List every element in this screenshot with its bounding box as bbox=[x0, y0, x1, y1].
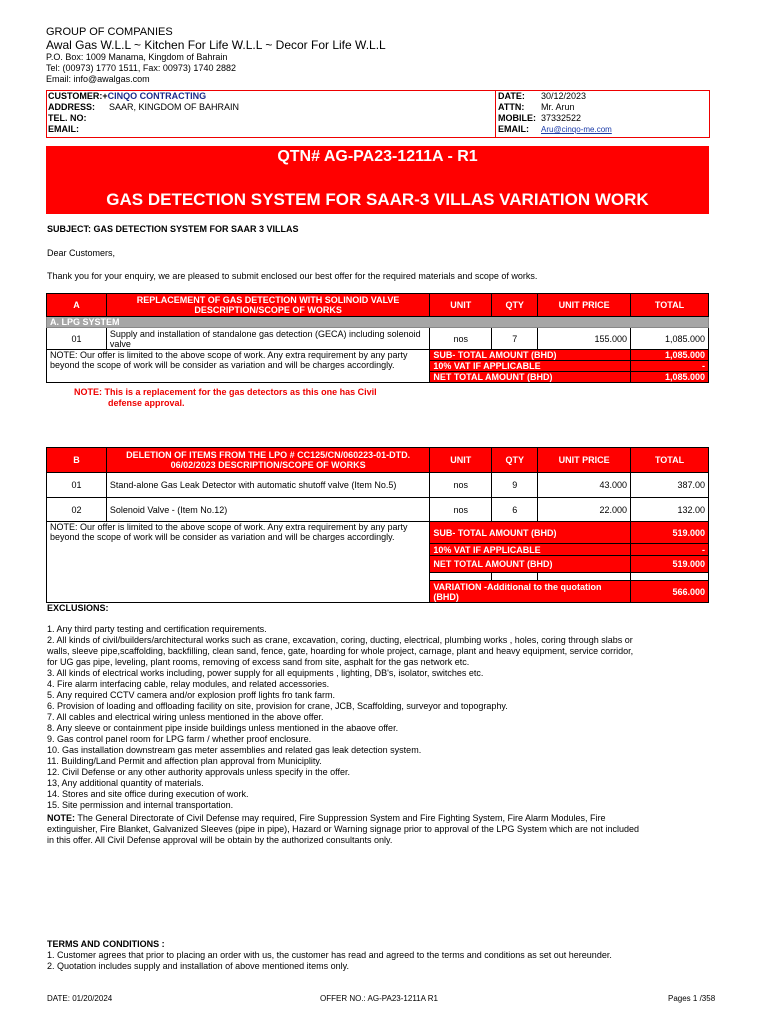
table-a-price-header: UNIT PRICE bbox=[538, 294, 631, 317]
mobile-label: MOBILE: bbox=[498, 113, 536, 123]
red-note-line2: defense approval. bbox=[108, 398, 185, 408]
vat-label: 10% VAT IF APPLICABLE bbox=[430, 361, 631, 372]
exclusion-item: 5. Any required CCTV camera and/or explosion proff lights fro tank farm. bbox=[47, 690, 335, 700]
title-banner bbox=[46, 146, 709, 214]
civil-defense-note bbox=[47, 813, 717, 846]
exclusion-item: 9. Gas control panel room for LPG farm / whether proof enclosure. bbox=[47, 734, 312, 744]
table-b-total-header: TOTAL bbox=[631, 448, 709, 473]
vat-label: 10% VAT IF APPLICABLE bbox=[430, 544, 631, 556]
vat-value: - bbox=[631, 361, 709, 372]
row-total: 387.00 bbox=[631, 473, 709, 498]
terms-item: 2. Quotation includes supply and installation of above mentioned items only. bbox=[47, 961, 350, 971]
table-a-note: NOTE: Our offer is limited to the above scope of work. Any extra requirement by any party beyond the scope of work will be consider as variation and will be charges accordingly. bbox=[47, 350, 430, 383]
companies-line: Awal Gas W.L.L ~ Kitchen For Life W.L.L ~ Decor For Life W.L.L bbox=[46, 38, 386, 52]
row-desc: Stand-alone Gas Leak Detector with automatic shutoff valve (Item No.5) bbox=[106, 473, 429, 498]
row-qty: 6 bbox=[492, 498, 538, 522]
subtotal-label: SUB- TOTAL AMOUNT (BHD) bbox=[430, 350, 631, 361]
date-label: DATE: bbox=[498, 91, 525, 101]
row-price: 43.000 bbox=[538, 473, 631, 498]
net-total-value: 519.000 bbox=[631, 556, 709, 573]
date-value: 30/12/2023 bbox=[541, 91, 587, 101]
email-label: EMAIL: bbox=[48, 124, 79, 134]
spacer-cell bbox=[430, 573, 492, 581]
row-no: 01 bbox=[47, 328, 107, 350]
quotation-title: GAS DETECTION SYSTEM FOR SAAR-3 VILLAS VARIATION WORK bbox=[106, 190, 649, 209]
customer-info-box bbox=[46, 90, 710, 138]
subtotal-value: 519.000 bbox=[631, 522, 709, 544]
email2-label: EMAIL: bbox=[498, 124, 529, 134]
footer-page-text: Pages 1 /358 bbox=[668, 994, 716, 1003]
row-no: 01 bbox=[47, 473, 107, 498]
net-total-label: NET TOTAL AMOUNT (BHD) bbox=[430, 556, 631, 573]
exclusion-item: 7. All cables and electrical wiring unless mentioned in the above offer. bbox=[47, 712, 324, 722]
attn-value: Mr. Arun bbox=[541, 102, 575, 112]
terms-title: TERMS AND CONDITIONS : bbox=[47, 939, 165, 949]
mobile-value: 37332522 bbox=[541, 113, 582, 123]
table-b-desc-header: DELETION OF ITEMS FROM THE LPO # CC125/CN/060223-01-DTD. 06/02/2023 DESCRIPTION/SCOPE OF WORKS bbox=[106, 448, 429, 473]
spacer-cell bbox=[631, 573, 709, 581]
exclusion-item: 6. Provision of loading and offloading facility on site, provision for crane, JCB, Scaffolding, surveyor and topography. bbox=[47, 701, 508, 711]
attn-label: ATTN: bbox=[498, 102, 525, 112]
subtotal-value: 1,085.000 bbox=[631, 350, 709, 361]
variation-value: 566.000 bbox=[631, 581, 709, 603]
table-a-total-header: TOTAL bbox=[631, 294, 709, 317]
company-header bbox=[46, 26, 386, 85]
row-price: 155.000 bbox=[538, 328, 631, 350]
variation-label: VARIATION -Additional to the quotation (BHD) bbox=[430, 581, 631, 603]
row-desc: Supply and installation of standalone gas detection (GECA) including solenoid valve bbox=[106, 328, 429, 350]
exclusion-item: 14. Stores and site office during execution of work. bbox=[47, 789, 249, 799]
table-b-qty-header: QTY bbox=[492, 448, 538, 473]
row-qty: 9 bbox=[492, 473, 538, 498]
table-a-qty-header: QTY bbox=[492, 294, 538, 317]
exclusions-title: EXCLUSIONS: bbox=[47, 603, 109, 613]
terms-list bbox=[47, 950, 717, 972]
po-box: P.O. Box: 1009 Manama, Kingdom of Bahrain bbox=[46, 52, 228, 62]
tel-fax: Tel: (00973) 1770 1511, Fax: 00973) 1740 2882 bbox=[46, 63, 236, 73]
table-b-note: NOTE: Our offer is limited to the above scope of work. Any extra requirement by any party beyond the scope of work will be consider as variation and will be charges accordingly. bbox=[47, 522, 430, 603]
address-label: ADDRESS: bbox=[48, 102, 96, 112]
red-note-line1: NOTE: This is a replacement for the gas detectors as this one has Civil bbox=[74, 387, 377, 397]
exclusion-item: 1. Any third party testing and certification requirements. bbox=[47, 624, 267, 634]
address-value: SAAR, KINGDOM OF BAHRAIN bbox=[109, 102, 240, 112]
row-no: 02 bbox=[47, 498, 107, 522]
spacer-cell bbox=[538, 573, 631, 581]
section-lpg-system: A. LPG SYSTEM bbox=[47, 317, 709, 328]
row-total: 1,085.000 bbox=[631, 328, 709, 350]
table-row bbox=[47, 498, 709, 522]
subject-line: SUBJECT: GAS DETECTION SYSTEM FOR SAAR 3 VILLAS bbox=[47, 224, 299, 234]
footer-date-text: DATE: 01/20/2024 bbox=[47, 994, 113, 1003]
table-b-price-header: UNIT PRICE bbox=[538, 448, 631, 473]
net-total-value: 1,085.000 bbox=[631, 372, 709, 383]
tel-label: TEL. NO: bbox=[48, 113, 87, 123]
exclusion-item: 15. Site permission and internal transportation. bbox=[47, 800, 234, 810]
table-a bbox=[46, 293, 709, 383]
net-total-label: NET TOTAL AMOUNT (BHD) bbox=[430, 372, 631, 383]
exclusions-section bbox=[47, 603, 717, 811]
table-row bbox=[47, 473, 709, 498]
exclusion-item: 10. Gas installation downstream gas meter assemblies and related gas leak detection system. bbox=[47, 745, 422, 755]
table-b-unit-header: UNIT bbox=[430, 448, 492, 473]
footer-offer-text: OFFER NO.: AG-PA23-1211A R1 bbox=[320, 994, 438, 1003]
table-b bbox=[46, 447, 709, 603]
footer-date bbox=[47, 988, 112, 1006]
table-row bbox=[47, 328, 709, 350]
intro-text: Thank you for your enquiry, we are pleased to submit enclosed our best offer for the required materials and scope of works. bbox=[47, 271, 538, 281]
terms-section bbox=[47, 939, 717, 972]
exclusion-item: 4. Fire alarm interfacing cable, relay modules, and related accessories. bbox=[47, 679, 330, 689]
vat-value: - bbox=[631, 544, 709, 556]
customer-label: CUSTOMER:+ bbox=[48, 91, 108, 101]
exclusion-item: 11. Building/Land Permit and affection plan approval from Municiplity. bbox=[47, 756, 322, 766]
salutation: Dear Customers, bbox=[47, 248, 116, 258]
exclusion-item: 3. All kinds of electrical works including, power supply for all equipments , lighting, DB's, isolator, switches etc. bbox=[47, 668, 484, 678]
customer-value: CINQO CONTRACTING bbox=[107, 91, 207, 101]
spacer-cell bbox=[492, 573, 538, 581]
table-b-letter: B bbox=[47, 448, 107, 473]
exclusion-item: 12. Civil Defense or any other authority approvals unless specify in the offer. bbox=[47, 767, 350, 777]
row-desc: Solenoid Valve - (Item No.12) bbox=[106, 498, 429, 522]
quotation-number: QTN# AG-PA23-1211A - R1 bbox=[277, 148, 478, 165]
email-link[interactable]: Aru@cinqo-me.com bbox=[541, 125, 612, 134]
row-price: 22.000 bbox=[538, 498, 631, 522]
exclusion-item: walls, sleeve pipe,scaffolding, backfilling, clean sand, fence, gate, hoarding for whole project, carnage, plant and heavy equipment, service corridor, bbox=[47, 646, 634, 656]
group-name: GROUP OF COMPANIES bbox=[46, 26, 173, 38]
exclusion-item: 2. All kinds of civil/builders/architectural works such as crane, excavation, coring, ducting, electrical, plumbing works , holes, coring through slabs or bbox=[47, 635, 633, 645]
row-qty: 7 bbox=[492, 328, 538, 350]
exclusions-list bbox=[47, 624, 717, 811]
note-line1: The General Directorate of Civil Defense may required, Fire Suppression System and Fire Fighting System, Fire Alarm Modules, Fire bbox=[75, 813, 606, 823]
table-a-unit-header: UNIT bbox=[430, 294, 492, 317]
table-a-letter: A bbox=[47, 294, 107, 317]
row-unit: nos bbox=[430, 328, 492, 350]
footer-offer bbox=[320, 988, 438, 1006]
company-email: Email: info@awalgas.com bbox=[46, 74, 150, 84]
exclusion-item: 8. Any sleeve or containment pipe inside buildings unless mentioned in the abaove offer. bbox=[47, 723, 399, 733]
footer-page bbox=[668, 988, 715, 1006]
table-a-desc-header: REPLACEMENT OF GAS DETECTION WITH SOLINOID VALVE DESCRIPTION/SCOPE OF WORKS bbox=[106, 294, 429, 317]
exclusion-item: 13, Any additional quantity of materials. bbox=[47, 778, 204, 788]
note-line2: extinguisher, Fire Blanket, Galvanized Sleeves (pipe in pipe), Hazard or Warning signage prior to approval of the LPG System which are not included bbox=[47, 824, 639, 834]
row-unit: nos bbox=[430, 498, 492, 522]
row-total: 132.00 bbox=[631, 498, 709, 522]
terms-item: 1. Customer agrees that prior to placing an order with us, the customer has read and agreed to the terms and conditions as set out hereunder. bbox=[47, 950, 612, 960]
row-unit: nos bbox=[430, 473, 492, 498]
note-line3: in this offer. All Civil Defense approval will be obtain by the authorized consultants only. bbox=[47, 835, 393, 845]
exclusion-item: for UG gas pipe, leveling, plant rooms, removing of excess sand from site, asphalt for the gas network etc. bbox=[47, 657, 470, 667]
subtotal-label: SUB- TOTAL AMOUNT (BHD) bbox=[430, 522, 631, 544]
note-label: NOTE: bbox=[47, 813, 75, 823]
